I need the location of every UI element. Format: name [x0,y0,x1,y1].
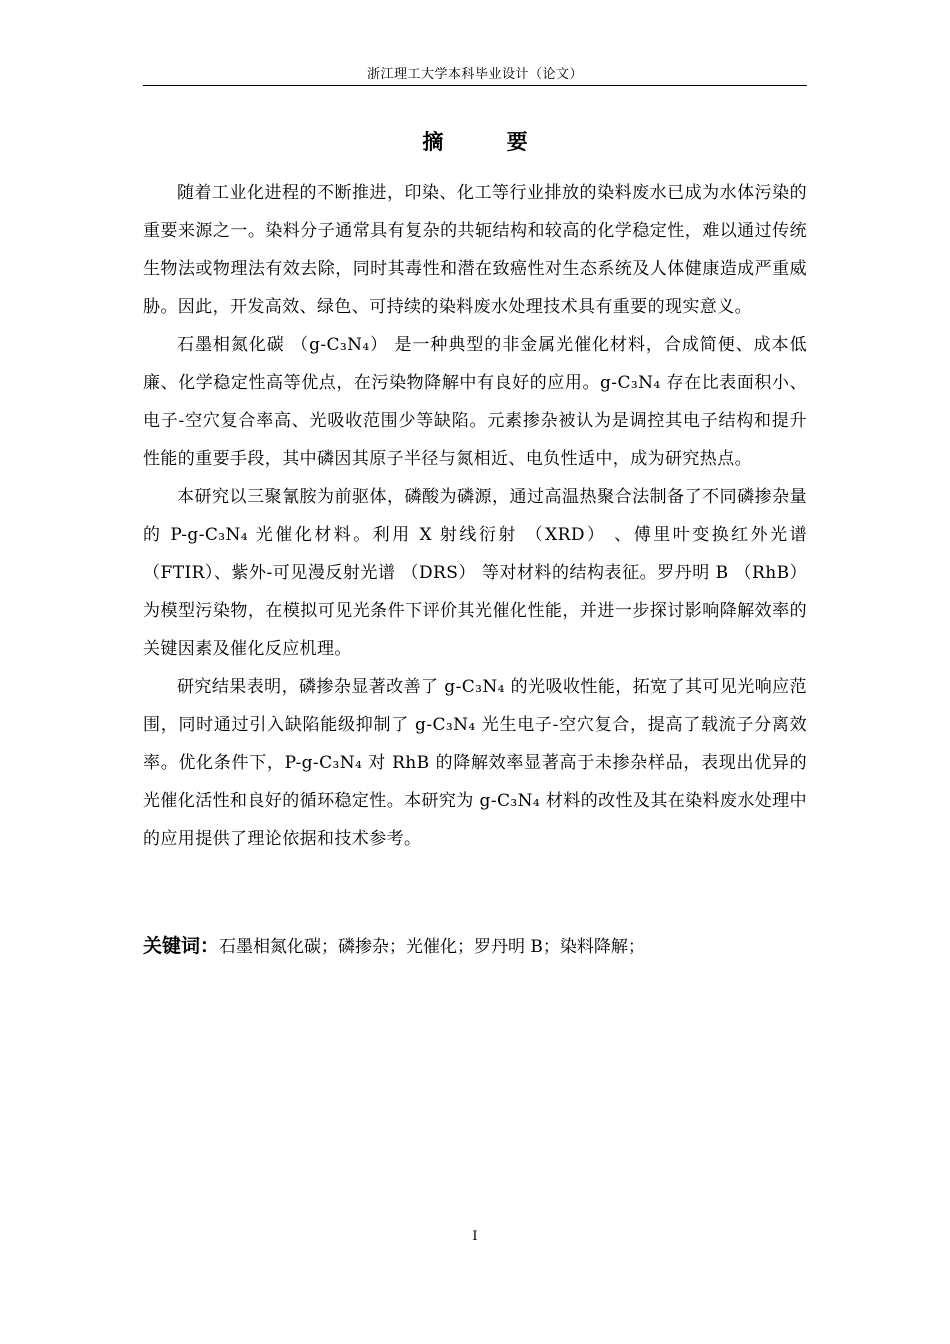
abstract-paragraph: 本研究以三聚氰胺为前驱体，磷酸为磷源，通过高温热聚合法制备了不同磷掺杂量的 P-g-C₃N₄ 光催化材料。利用 X 射线衍射 （XRD） 、傅里叶变换红外光谱 （FTIR）、紫外-可见漫反射光谱 （DRS） 等对材料的结构表征。罗丹明 B （RhB） 为模型污染物，在模拟可见光条件下评价其光催化性能，并进一步探讨影响降解效率的关键因素及催化反应机理。 [143,487,807,659]
abstract-paragraph: 随着工业化进程的不断推进，印染、化工等行业排放的染料废水已成为水体污染的重要来源之一。染料分子通常具有复杂的共轭结构和较高的化学稳定性，难以通过传统生物法或物理法有效去除，同时其毒性和潜在致癌性对生态系统及人体健康造成严重威胁。因此，开发高效、绿色、可持续的染料废水处理技术具有重要的现实意义。 [143,183,807,317]
keywords-line [143,930,807,963]
keywords-label: 关键词： [143,935,220,957]
abstract-title: 摘 要 [422,129,556,154]
abstract-body [143,174,807,858]
header-rule [143,85,807,86]
keywords-text: 石墨相氮化碳；磷掺杂；光催化；罗丹明 B；染料降解； [219,937,645,957]
abstract-paragraph: 研究结果表明，磷掺杂显著改善了 g-C₃N₄ 的光吸收性能，拓宽了其可见光响应范围，同时通过引入缺陷能级抑制了 g-C₃N₄ 光生电子-空穴复合，提高了载流子分离效率。优化条件下，P-g-C₃N₄ 对 RhB 的降解效率显著高于未掺杂样品，表现出优异的光催化活性和良好的循环稳定性。本研究为 g-C₃N₄ 材料的改性及其在染料废水处理中的应用提供了理论依据和技术参考。 [143,677,807,849]
abstract-paragraph: 石墨相氮化碳 （g-C₃N₄） 是一种典型的非金属光催化材料，合成简便、成本低廉、化学稳定性高等优点，在污染物降解中有良好的应用。g-C₃N₄ 存在比表面积小、电子-空穴复合率高、光吸收范围少等缺陷。元素掺杂被认为是调控其电子结构和提升性能的重要手段，其中磷因其原子半径与氮相近、电负性适中，成为研究热点。 [143,335,807,469]
running-header: 浙江理工大学本科毕业设计（论文） [366,67,583,82]
page-number: I [472,1229,478,1244]
